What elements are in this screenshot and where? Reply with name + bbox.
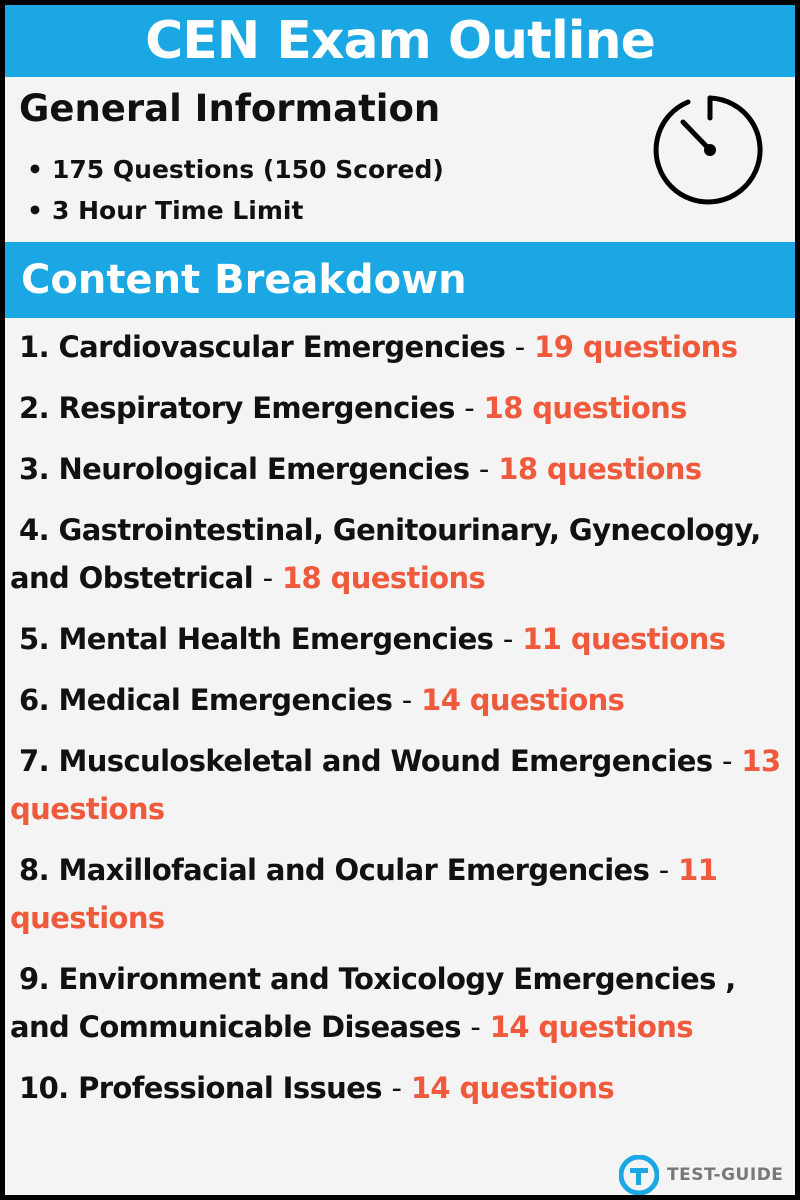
question-count: 18 questions [483, 391, 687, 425]
separator: - [502, 622, 513, 656]
separator: - [470, 1010, 481, 1044]
content-breakdown-list [10, 323, 788, 1125]
test-guide-logo [619, 1155, 783, 1195]
item-label: 3. Neurological Emergencies [19, 452, 470, 486]
list-item [10, 955, 788, 1051]
list-item [10, 676, 788, 724]
list-item [10, 445, 788, 493]
question-count: 11 questions [10, 853, 718, 935]
outline-card [5, 5, 795, 1195]
item-label: 6. Medical Emergencies [19, 683, 393, 717]
question-count: 19 questions [534, 330, 738, 364]
logo-text: TEST-GUIDE [667, 1165, 784, 1185]
item-label: 1. Cardiovascular Emergencies [19, 330, 506, 364]
separator: - [514, 330, 525, 364]
item-label: 2. Respiratory Emergencies [19, 391, 455, 425]
bullet-text: 175 Questions (150 Scored) [52, 155, 444, 184]
page-title: CEN Exam Outline [145, 11, 655, 71]
list-item: • 175 Questions (150 Scored) [27, 155, 444, 184]
list-item [10, 737, 788, 833]
question-count: 18 questions [281, 561, 486, 595]
separator: - [464, 391, 475, 425]
list-item [10, 615, 788, 663]
question-count: 14 questions [421, 683, 625, 717]
question-count: 14 questions [410, 1071, 615, 1105]
question-count: 18 questions [498, 452, 702, 486]
item-label: 10. Professional Issues [19, 1071, 382, 1105]
separator: - [262, 561, 273, 595]
general-information-heading: General Information [19, 87, 441, 130]
list-item [10, 323, 788, 371]
list-item [10, 846, 788, 942]
list-item [10, 384, 788, 432]
bullet-text: 3 Hour Time Limit [52, 196, 304, 225]
question-count: 14 questions [489, 1010, 693, 1044]
title-bar [5, 5, 795, 77]
separator: - [658, 853, 669, 887]
question-count: 11 questions [522, 622, 726, 656]
general-information-section [5, 77, 795, 242]
item-label: 7. Musculoskeletal and Wound Emergencies [19, 744, 713, 778]
content-breakdown-heading: Content Breakdown [21, 257, 467, 303]
list-item [10, 506, 788, 602]
question-count: 13 questions [10, 744, 781, 826]
item-label: 4. Gastrointestinal, Genitourinary, Gynecology, and Obstetrical [10, 513, 761, 595]
separator: - [391, 1071, 402, 1105]
separator: - [401, 683, 412, 717]
general-information-list [27, 149, 444, 231]
test-guide-logo-icon [619, 1155, 659, 1195]
content-breakdown-bar [5, 242, 795, 318]
list-item [10, 1064, 788, 1112]
stopwatch-icon [652, 92, 768, 208]
item-label: 5. Mental Health Emergencies [19, 622, 494, 656]
item-label: 8. Maxillofacial and Ocular Emergencies [19, 853, 650, 887]
item-label: 9. Environment and Toxicology Emergencies , and Communicable Diseases [10, 962, 736, 1044]
separator: - [478, 452, 489, 486]
list-item: • 3 Hour Time Limit [27, 196, 304, 225]
separator: - [722, 744, 732, 778]
